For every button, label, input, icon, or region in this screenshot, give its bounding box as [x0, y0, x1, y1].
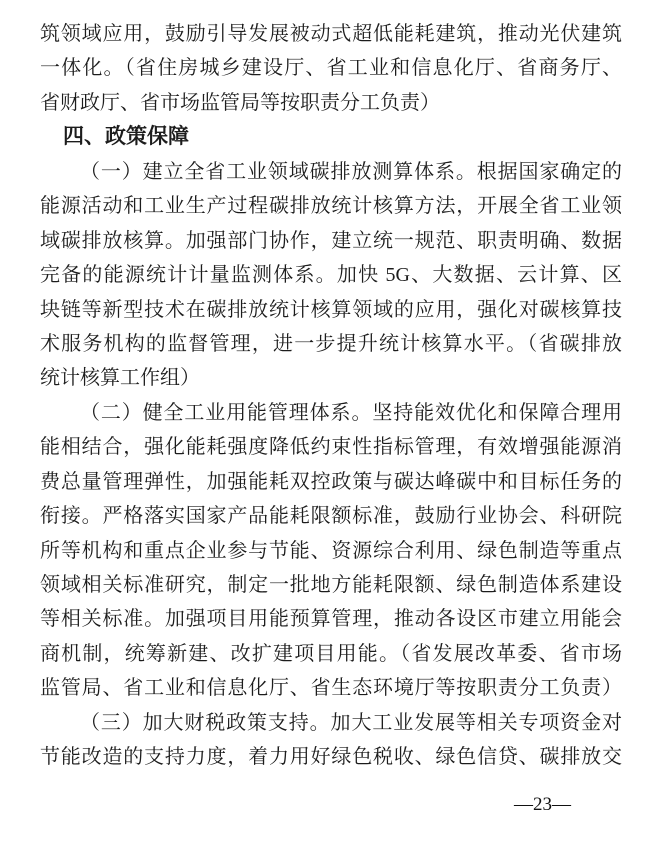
text-line: 领域相关标准研究，制定一批地方能耗限额、绿色制造体系建设: [40, 574, 622, 596]
text-line: 筑领域应用，鼓励引导发展被动式超低能耗建筑，推动光伏建筑: [40, 23, 622, 45]
text-line: 商机制，统筹新建、改扩建项目用能。（省发展改革委、省市场: [40, 642, 622, 665]
section-heading: 四、政策保障: [63, 125, 189, 149]
text-line: （一）建立全省工业领域碳排放测算体系。根据国家确定的: [80, 160, 622, 183]
text-line: 等相关标准。加强项目用能预算管理，推动各设区市建立用能会: [40, 608, 622, 631]
text-line: 衔接。严格落实国家产品能耗限额标准，鼓励行业协会、科研院: [40, 505, 622, 528]
text-line: （二）健全工业用能管理体系。坚持能效优化和保障合理用: [80, 401, 622, 424]
text-line: 能相结合，强化能耗强度降低约束性指标管理，有效增强能源消: [40, 436, 622, 459]
text-column: [40, 17, 622, 775]
page-number: —23—: [514, 794, 571, 815]
text-line: 监管局、省工业和信息化厅、省生态环境厅等按职责分工负责）: [40, 677, 622, 700]
text-line: 术服务机构的监督管理，进一步提升统计核算水平。（省碳排放: [40, 332, 622, 355]
text-line: 节能改造的支持力度，着力用好绿色税收、绿色信贷、碳排放交: [40, 746, 622, 769]
text-line: 能源活动和工业生产过程碳排放统计核算方法，开展全省工业领: [40, 195, 622, 218]
text-line: 所等机构和重点企业参与节能、资源综合利用、绿色制造等重点: [40, 539, 622, 562]
text-line: 费总量管理弹性，加强能耗双控政策与碳达峰碳中和目标任务的: [40, 470, 622, 493]
text-line: （三）加大财税政策支持。加大工业发展等相关专项资金对: [80, 711, 622, 734]
text-line: 块链等新型技术在碳排放统计核算领域的应用，强化对碳核算技: [40, 298, 622, 321]
text-line: 域碳排放核算。加强部门协作，建立统一规范、职责明确、数据: [40, 229, 622, 252]
text-line: 完备的能源统计计量监测体系。加快 5G、大数据、云计算、区: [40, 264, 622, 287]
text-line: 一体化。（省住房城乡建设厅、省工业和信息化厅、省商务厅、: [40, 57, 622, 80]
text-line: 统计核算工作组）: [40, 367, 200, 390]
text-line: 省财政厅、省市场监管局等按职责分工负责）: [40, 91, 440, 114]
